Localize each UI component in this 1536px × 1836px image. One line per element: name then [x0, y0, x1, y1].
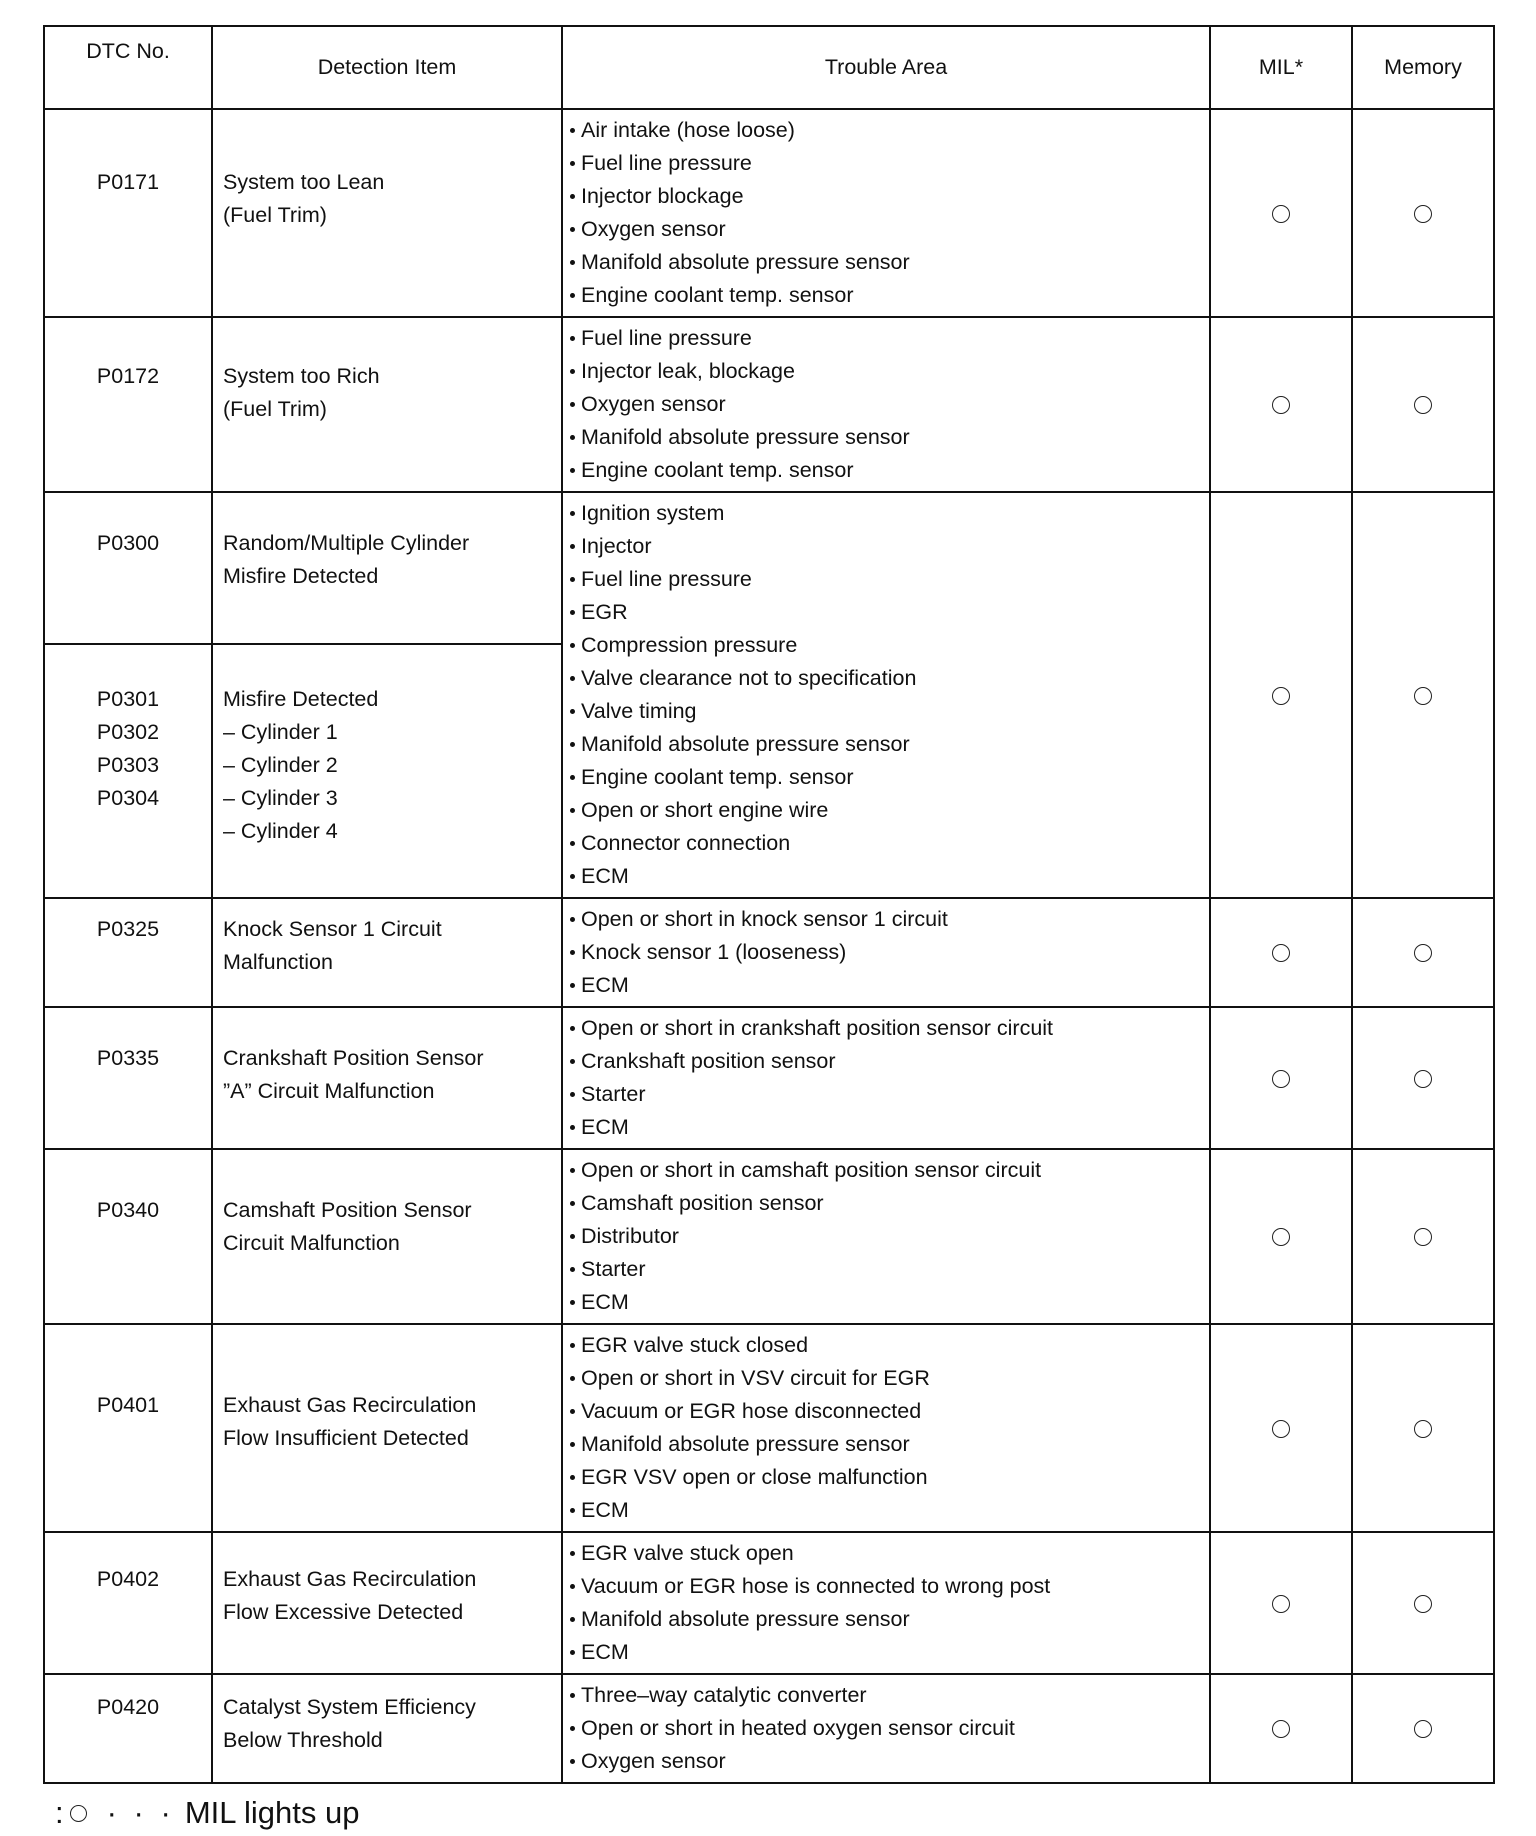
list-item: Manifold absolute pressure sensor [569, 1428, 1209, 1461]
dtc-cell [44, 1007, 212, 1149]
list-item: EGR valve stuck open [569, 1537, 1209, 1570]
list-item: Fuel line pressure [569, 147, 1209, 180]
header-memory: Memory [1352, 26, 1494, 109]
list-item: Injector leak, blockage [569, 355, 1209, 388]
table-row [44, 1532, 1494, 1674]
list-item: Fuel line pressure [569, 322, 1209, 355]
table-header-row [44, 26, 1494, 109]
table-row [44, 1674, 1494, 1783]
detection-item-line: Knock Sensor 1 Circuit [223, 917, 442, 941]
trouble-area-list [569, 1329, 1209, 1527]
legend-dots: · · · [106, 1795, 175, 1830]
header-dtc-no: DTC No. [44, 26, 212, 109]
dtc-cell [44, 1324, 212, 1532]
detection-item-line: Flow Insufficient Detected [223, 1426, 469, 1450]
trouble-area-cell [562, 1324, 1210, 1532]
trouble-area-list [569, 497, 1209, 893]
list-item: Knock sensor 1 (looseness) [569, 936, 1209, 969]
mil-cell [1210, 1324, 1352, 1532]
dtc-cell [44, 492, 212, 644]
dtc-code: P0401 [96, 1393, 160, 1417]
list-item: EGR VSV open or close malfunction [569, 1461, 1209, 1494]
detection-item-line: Random/Multiple Cylinder [223, 531, 470, 555]
list-item: Fuel line pressure [569, 563, 1209, 596]
circle-icon [1272, 1420, 1290, 1438]
detection-item-cell [212, 1674, 562, 1783]
trouble-area-cell [562, 1007, 1210, 1149]
dtc-table [43, 25, 1495, 1784]
trouble-area-cell [562, 1532, 1210, 1674]
mil-cell [1210, 317, 1352, 492]
mil-cell [1210, 1149, 1352, 1324]
list-item: Vacuum or EGR hose is connected to wrong post [569, 1570, 1209, 1603]
legend-circle-icon [70, 1805, 87, 1822]
list-item: Distributor [569, 1220, 1209, 1253]
list-item: EGR valve stuck closed [569, 1329, 1209, 1362]
trouble-area-list [569, 114, 1209, 312]
list-item: Vacuum or EGR hose disconnected [569, 1395, 1209, 1428]
circle-icon [1272, 396, 1290, 414]
list-item: ECM [569, 969, 1209, 1002]
dtc-code: P0335 [96, 1046, 160, 1070]
list-item: Engine coolant temp. sensor [569, 761, 1209, 794]
mil-cell [1210, 1674, 1352, 1783]
detection-item-line: System too Rich [223, 364, 380, 388]
trouble-area-cell [562, 898, 1210, 1007]
list-item: Valve timing [569, 695, 1209, 728]
dtc-cell [44, 317, 212, 492]
mil-cell [1210, 1532, 1352, 1674]
detection-item-line: System too Lean [223, 170, 385, 194]
legend-colon: : [55, 1795, 64, 1830]
dtc-code: P0304 [96, 785, 160, 810]
trouble-area-cell [562, 492, 1210, 898]
detection-item-line: Misfire Detected [223, 564, 379, 588]
trouble-area-cell [562, 109, 1210, 317]
mil-cell [1210, 1007, 1352, 1149]
list-item: ECM [569, 1286, 1209, 1319]
dtc-cell [44, 1532, 212, 1674]
mil-cell [1210, 492, 1352, 898]
list-item: Valve clearance not to specification [569, 662, 1209, 695]
memory-cell [1352, 109, 1494, 317]
trouble-area-list [569, 1537, 1209, 1669]
detection-item-cell [212, 109, 562, 317]
detection-item-cell [212, 898, 562, 1007]
list-item: Open or short in crankshaft position sensor circuit [569, 1012, 1209, 1045]
table-body [44, 109, 1494, 1783]
legend-text: MIL lights up [184, 1795, 360, 1830]
trouble-area-cell [562, 1674, 1210, 1783]
dtc-code: P0172 [96, 364, 160, 388]
list-item: Open or short in heated oxygen sensor circuit [569, 1712, 1209, 1745]
list-item: ECM [569, 1494, 1209, 1527]
circle-icon [1272, 687, 1290, 705]
header-trouble-area: Trouble Area [562, 26, 1210, 109]
list-item: Manifold absolute pressure sensor [569, 1603, 1209, 1636]
list-item: ECM [569, 1111, 1209, 1144]
detection-item-cell [212, 1532, 562, 1674]
list-item: Crankshaft position sensor [569, 1045, 1209, 1078]
circle-icon [1414, 1228, 1432, 1246]
memory-cell [1352, 898, 1494, 1007]
list-item: Engine coolant temp. sensor [569, 454, 1209, 487]
circle-icon [1272, 205, 1290, 223]
memory-cell [1352, 492, 1494, 898]
dtc-code: P0303 [96, 752, 160, 777]
detection-item-cell [212, 492, 562, 644]
detection-item-line: Malfunction [223, 950, 333, 974]
table-row [44, 1324, 1494, 1532]
detection-item-line: Exhaust Gas Recirculation [223, 1567, 477, 1591]
detection-item-line: Crankshaft Position Sensor [223, 1046, 484, 1070]
detection-item-cell [212, 644, 562, 898]
list-item: EGR [569, 596, 1209, 629]
dtc-code: P0171 [96, 170, 160, 194]
dtc-code: P0302 [96, 719, 160, 744]
detection-item-line: Flow Excessive Detected [223, 1600, 464, 1624]
detection-item-line: – Cylinder 2 [223, 752, 338, 777]
list-item: Starter [569, 1253, 1209, 1286]
trouble-area-list [569, 1012, 1209, 1144]
detection-item-line: (Fuel Trim) [223, 203, 327, 227]
dtc-code: P0402 [96, 1567, 160, 1591]
trouble-area-list [569, 1679, 1209, 1778]
circle-icon [1272, 1595, 1290, 1613]
dtc-code: P0340 [96, 1198, 160, 1222]
dtc-code: P0420 [96, 1695, 160, 1719]
table-row [44, 1007, 1494, 1149]
list-item: ECM [569, 860, 1209, 893]
detection-item-line: – Cylinder 3 [223, 785, 338, 810]
list-item: Manifold absolute pressure sensor [569, 246, 1209, 279]
circle-icon [1272, 944, 1290, 962]
list-item: Oxygen sensor [569, 388, 1209, 421]
list-item: Open or short in VSV circuit for EGR [569, 1362, 1209, 1395]
dtc-code: P0300 [96, 531, 160, 555]
table-row [44, 898, 1494, 1007]
dtc-cell [44, 109, 212, 317]
detection-item-cell [212, 1007, 562, 1149]
trouble-area-cell [562, 317, 1210, 492]
circle-icon [1414, 1595, 1432, 1613]
detection-item-line: Below Threshold [223, 1728, 383, 1752]
circle-icon [1414, 396, 1432, 414]
detection-item-line: ”A” Circuit Malfunction [223, 1079, 435, 1103]
list-item: ECM [569, 1636, 1209, 1669]
header-detection-item: Detection Item [212, 26, 562, 109]
list-item: Camshaft position sensor [569, 1187, 1209, 1220]
trouble-area-list [569, 1154, 1209, 1319]
memory-cell [1352, 1007, 1494, 1149]
table-row [44, 492, 1494, 644]
list-item: Oxygen sensor [569, 213, 1209, 246]
dtc-cell [44, 644, 212, 898]
list-item: Starter [569, 1078, 1209, 1111]
table-row [44, 1149, 1494, 1324]
list-item: Open or short in camshaft position sensor circuit [569, 1154, 1209, 1187]
dtc-cell [44, 898, 212, 1007]
circle-icon [1272, 1228, 1290, 1246]
detection-item-line: Camshaft Position Sensor [223, 1198, 472, 1222]
circle-icon [1414, 944, 1432, 962]
detection-item-line: Misfire Detected [223, 686, 379, 711]
detection-item-cell [212, 1149, 562, 1324]
dtc-cell [44, 1149, 212, 1324]
list-item: Open or short in knock sensor 1 circuit [569, 903, 1209, 936]
memory-cell [1352, 1149, 1494, 1324]
list-item: Air intake (hose loose) [569, 114, 1209, 147]
dtc-code: P0301 [96, 686, 160, 711]
list-item: Open or short engine wire [569, 794, 1209, 827]
circle-icon [1414, 1420, 1432, 1438]
memory-cell [1352, 1532, 1494, 1674]
detection-item-cell [212, 1324, 562, 1532]
detection-item-cell [212, 317, 562, 492]
list-item: Manifold absolute pressure sensor [569, 421, 1209, 454]
table-row [44, 109, 1494, 317]
circle-icon [1272, 1070, 1290, 1088]
circle-icon [1414, 1070, 1432, 1088]
list-item: Connector connection [569, 827, 1209, 860]
list-item: Engine coolant temp. sensor [569, 279, 1209, 312]
list-item: Oxygen sensor [569, 1745, 1209, 1778]
trouble-area-cell [562, 1149, 1210, 1324]
legend [55, 1795, 359, 1831]
memory-cell [1352, 1324, 1494, 1532]
memory-cell [1352, 317, 1494, 492]
memory-cell [1352, 1674, 1494, 1783]
dtc-code: P0325 [96, 917, 160, 941]
trouble-area-list [569, 903, 1209, 1002]
list-item: Ignition system [569, 497, 1209, 530]
detection-item-line: (Fuel Trim) [223, 397, 327, 421]
list-item: Manifold absolute pressure sensor [569, 728, 1209, 761]
circle-icon [1414, 1720, 1432, 1738]
header-mil: MIL* [1210, 26, 1352, 109]
circle-icon [1272, 1720, 1290, 1738]
list-item: Injector blockage [569, 180, 1209, 213]
dtc-cell [44, 1674, 212, 1783]
list-item: Compression pressure [569, 629, 1209, 662]
detection-item-line: – Cylinder 4 [223, 818, 338, 843]
list-item: Three–way catalytic converter [569, 1679, 1209, 1712]
circle-icon [1414, 687, 1432, 705]
detection-item-line: – Cylinder 1 [223, 719, 338, 744]
circle-icon [1414, 205, 1432, 223]
trouble-area-list [569, 322, 1209, 487]
list-item: Injector [569, 530, 1209, 563]
mil-cell [1210, 898, 1352, 1007]
table-row [44, 317, 1494, 492]
detection-item-line: Exhaust Gas Recirculation [223, 1393, 477, 1417]
detection-item-line: Circuit Malfunction [223, 1231, 400, 1255]
mil-cell [1210, 109, 1352, 317]
detection-item-line: Catalyst System Efficiency [223, 1695, 476, 1719]
